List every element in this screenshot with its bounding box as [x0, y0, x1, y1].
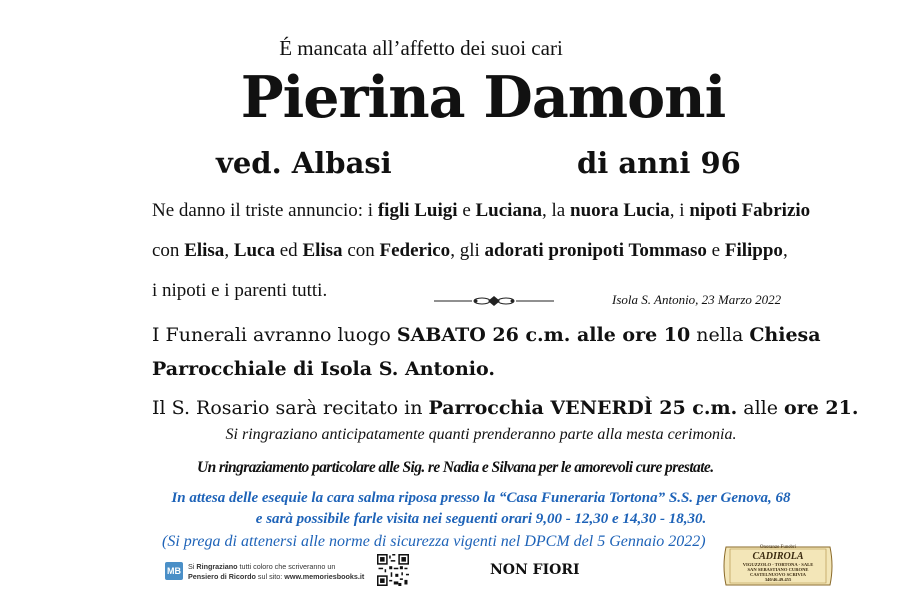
intro-text: É mancata all’affetto dei suoi cari — [279, 36, 563, 60]
badge-name: CADIROLA — [752, 551, 804, 562]
text-run: i nipoti e i parenti tutti. — [152, 280, 328, 301]
text-run: Si — [188, 562, 197, 571]
bold-text-run: Chiesa — [749, 324, 821, 346]
text-run: , — [224, 240, 234, 261]
bold-text-run: adorati pronipoti Tommaso — [484, 240, 707, 261]
bold-text-run: Federico — [379, 240, 451, 261]
text-run: , gli — [450, 240, 485, 261]
text-run: nella — [690, 324, 750, 346]
text-run: ed — [275, 240, 303, 261]
badge-lines — [735, 562, 821, 582]
text-run: tutti coloro che scriveranno un — [237, 562, 336, 571]
text-run: Ne danno il triste annuncio: i — [152, 200, 378, 221]
bold-text-run: Parrocchia VENERDÌ 25 c.m. — [428, 397, 738, 419]
text-run: e — [706, 240, 725, 261]
text-run: Il S. Rosario sarà recitato in — [152, 397, 429, 419]
text-run: I Funerali avranno luogo — [152, 324, 397, 346]
text-run: alle — [737, 397, 785, 419]
visiting-notice-2: e sarà possibile farle visita nei seguenti orari 9,00 - 12,30 e 14,30 - 18,30. — [255, 511, 707, 527]
qr-code-icon[interactable] — [377, 554, 409, 586]
text-run: con — [152, 240, 185, 261]
bold-text-run: Luciana — [475, 200, 543, 221]
ornament-divider-icon — [432, 294, 556, 308]
text-run: con — [342, 240, 380, 261]
bold-text-run: Elisa — [302, 240, 343, 261]
text-run: , — [782, 240, 788, 261]
bold-text-run: www.memoriesbooks.it — [284, 572, 365, 581]
badge-line: VIGUZZOLO - TORTONA - SALE — [742, 562, 814, 567]
widow-of: ved. Albasi — [216, 146, 392, 180]
memories-line-1 — [188, 562, 364, 572]
bold-text-run: SABATO 26 c.m. alle ore 10 — [396, 324, 691, 346]
badge-top: Onoranze Funebri — [759, 545, 797, 550]
dpcm-notice: (Si prega di attenersi alle norme di sicurezza vigenti nel DPCM del 5 Gennaio 2022) — [162, 533, 706, 550]
general-thanks: Si ringraziano anticipatamente quanti prenderanno parte alla mesta cerimonia. — [225, 426, 737, 443]
bold-text-run: Filippo — [724, 240, 783, 261]
announcement-line-3 — [152, 280, 327, 302]
no-flowers: NON FIORI — [490, 562, 580, 578]
deceased-name: Pierina Damoni — [240, 64, 726, 131]
bold-text-run: Parrocchiale di Isola S. Antonio. — [152, 358, 495, 380]
place-date: Isola S. Antonio, 23 Marzo 2022 — [612, 292, 782, 307]
special-thanks: Un ringraziamento particolare alle Sig. re Nadia e Silvana per le amorevoli cure prestate. — [197, 459, 714, 476]
bold-text-run: nipoti Fabrizio — [689, 200, 811, 221]
announcement-line-2 — [152, 240, 788, 262]
announcement-line-1 — [152, 200, 810, 222]
memories-line-2 — [188, 572, 364, 582]
text-run: , la — [542, 200, 570, 221]
text-run: e — [457, 200, 476, 221]
memories-books-text — [188, 562, 364, 582]
bold-text-run: Elisa — [184, 240, 225, 261]
text-run: sul sito: — [255, 572, 285, 581]
badge-line: SAN SEBASTIANO CURONE — [747, 567, 809, 572]
bold-text-run: figli Luigi — [377, 200, 458, 221]
badge-line: CASTELNUOVO SCRIVIA — [750, 572, 806, 577]
text-run: , i — [669, 200, 690, 221]
age: di anni 96 — [577, 146, 741, 180]
bold-text-run: nuora Lucia — [570, 200, 670, 221]
bold-text-run: ore 21. — [784, 397, 859, 419]
funeral-line-2 — [152, 358, 495, 380]
bold-text-run: Ringraziano — [196, 562, 238, 571]
badge-line: 340/46.49.455 — [764, 577, 792, 582]
bold-text-run: Luca — [233, 240, 275, 261]
memories-books-logo: MB — [165, 562, 183, 580]
bold-text-run: Pensiero di Ricordo — [188, 572, 256, 581]
funeral-home-badge — [735, 545, 821, 582]
funeral-line-1 — [152, 324, 821, 346]
rosary-line — [152, 397, 858, 419]
visiting-notice-1: In attesa delle esequie la cara salma riposa presso la “Casa Funeraria Tortona” S.S. per Genova, 68 — [171, 490, 791, 506]
